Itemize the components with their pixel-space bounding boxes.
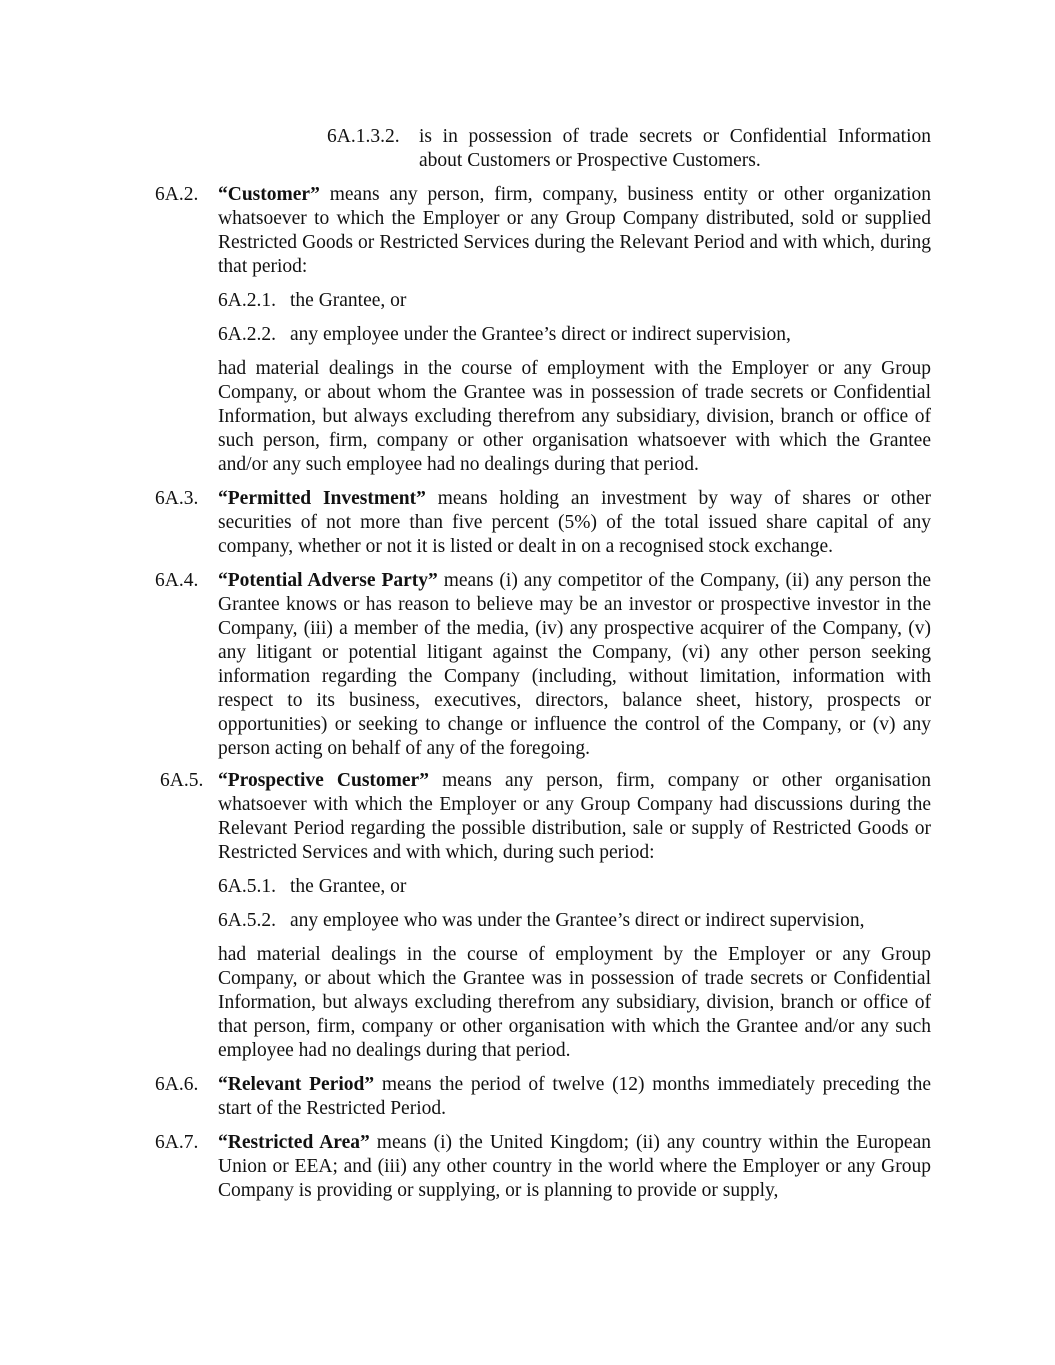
clause-text-6A-6: means the period of twelve (12) months immediately preceding the start of the Restricted Period. [218,1074,931,1119]
clause-6A-5 [218,769,931,865]
clause-number-6A-5-1: 6A.5.1. [218,876,276,897]
clause-number-6A-3: 6A.3. [155,488,199,509]
clause-text-6A-5-2: any employee who was under the Grantee’s direct or indirect supervision, [290,910,865,931]
clause-text-6A-5: means any person, firm, company or other organisation whatsoever with which the Employer or any Group Company had discussions during the Relevant Period regarding the possible distribution, sale or supply of Restricted Goods or Restricted Services and with which, during such period: [218,770,931,863]
clause-number-6A-2-1: 6A.2.1. [218,290,276,311]
clause-number-6A-5-2: 6A.5.2. [218,910,276,931]
clause-number-6A-7: 6A.7. [155,1132,199,1153]
clause-6A-7 [218,1131,931,1203]
clause-number-6A-5: 6A.5. [160,770,204,791]
clause-6A-6 [218,1073,931,1121]
clause-6A-3 [218,487,931,559]
clause-number-6A-6: 6A.6. [155,1074,199,1095]
defined-term-relevant-period: “Relevant Period” [218,1074,375,1095]
defined-term-customer: “Customer” [218,184,320,205]
clause-text-6A-2-2: any employee under the Grantee’s direct or indirect supervision, [290,324,791,345]
clause-6A-2 [218,183,931,279]
clause-text-6A-2-1: the Grantee, or [290,290,407,311]
clause-tail-6A-5: had material dealings in the course of employment by the Employer or any Group Company, or about which the Grantee was in possession of trade secrets or Confidential Information, but always excluding therefrom any subsidiary, division, branch or office of that person, firm, company or other organisation with which the Grantee and/or any such employee had no dealings during that period. [218,944,931,1061]
defined-term-restricted-area: “Restricted Area” [218,1132,370,1153]
clause-text-6A-5-1: the Grantee, or [290,876,407,897]
defined-term-permitted-investment: “Permitted Investment” [218,488,426,509]
clause-text-6A-1-3-2: is in possession of trade secrets or Confidential Information about Customers or Prospective Customers. [419,126,931,171]
clause-6A-4 [218,569,931,761]
clause-number-6A-2-2: 6A.2.2. [218,324,276,345]
clause-text-6A-3: means holding an investment by way of shares or other securities of not more than five percent (5%) of the total issued share capital of any company, whether or not it is listed or dealt in on a recognised stock exchange. [218,488,931,557]
clause-number-6A-4: 6A.4. [155,570,199,591]
defined-term-prospective-customer: “Prospective Customer” [218,770,429,791]
clause-number-6A-1-3-2: 6A.1.3.2. [327,126,400,147]
clause-number-6A-2: 6A.2. [155,184,199,205]
clause-tail-6A-2: had material dealings in the course of employment with the Employer or any Group Company, or about whom the Grantee was in possession of trade secrets or Confidential Information, but always excluding therefrom any subsidiary, division, branch or office of such person, firm, company or other organisation whatsoever with which the Grantee and/or any such employee had no dealings during that period. [218,358,931,475]
clause-text-6A-4: means (i) any competitor of the Company, (ii) any person the Grantee knows or has reason to believe may be an investor or prospective investor in the Company, (iii) a member of the media, (iv) any prospective acquirer of the Company, (v) any litigant or potential litigant against the Company, (vi) any other person seeking information regarding the Company (including, without limitation, information with respect to its business, executives, directors, balance sheet, history, prospects or opportunities) or seeking to change or influence the control of the Company, or (v) any person acting on behalf of any of the foregoing. [218,570,931,759]
clause-text-6A-7: means (i) the United Kingdom; (ii) any country within the European Union or EEA; and (iii) any other country in the world where the Employer or any Group Company is providing or supplying, or is planning to provide or supply, [218,1132,931,1201]
defined-term-potential-adverse-party: “Potential Adverse Party” [218,570,438,591]
clause-text-6A-2: means any person, firm, company, business entity or other organization whatsoever to which the Employer or any Group Company distributed, sold or supplied Restricted Goods or Restricted Services during the Relevant Period and with which, during that period: [218,184,931,277]
